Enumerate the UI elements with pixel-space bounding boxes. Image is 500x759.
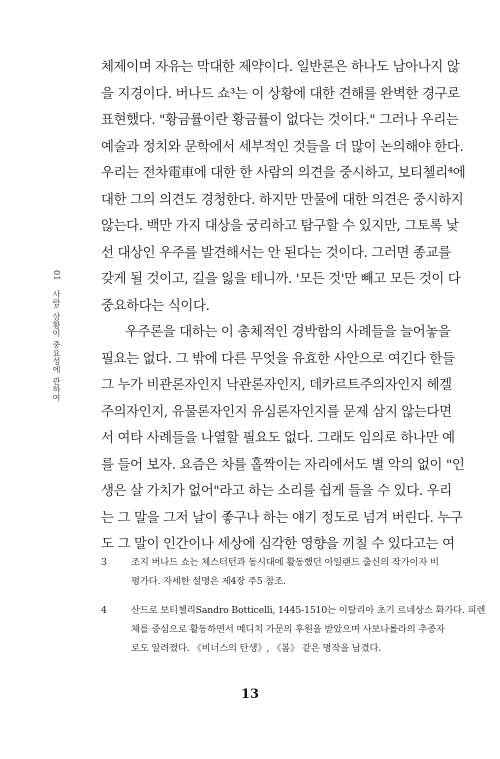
text-line: 표현했다. "황금률이란 황금률이 없다는 것이다." 그러나 우리는 <box>101 113 459 128</box>
footnote-line: 로도 알려졌다. 《비너스의 탄생》, 《봄》 같은 명작을 남겼다. <box>131 643 382 654</box>
text-line: 않는다. 백만 가지 대상을 궁리하고 탐구할 수 있지만, 그토록 낯 <box>101 219 459 234</box>
text-line: 서 여타 사례들을 나열할 필요도 없다. 그래도 임의로 하나만 예 <box>101 431 455 446</box>
text-line: 도 그 말이 인간이나 세상에 심각한 영향을 끼칠 수 있다고는 여 <box>101 537 455 552</box>
chapter-number: 01 <box>52 270 62 281</box>
text-line: 그 누가 비관론자인지 낙관론자인지, 데카르트주의자인지 헤겔 <box>101 378 452 393</box>
text-line: 중요하다는 식이다. <box>101 298 210 314</box>
chapter-title: 사람: 상황이 중요성에 관하여 <box>52 289 62 402</box>
text-line: 예술과 정치와 문학에서 세부적인 것들을 더 많이 논의해야 한다. <box>101 139 464 155</box>
footnote-line: 산드로 보티첼리Sandro Botticelli, 1445-1510는 이탈리아 초기 르네상스 화가다. 피렌 <box>131 605 486 616</box>
text-line: 를 들어 보자. 요즘은 차를 홀짝이는 자리에서도 별 악의 없이 "인 <box>101 457 465 473</box>
footnote-line: 조지 버나드 쇼는 체스터턴과 동시대에 활동했던 아일랜드 출신의 작가이자 비 <box>131 557 439 568</box>
text-line: 갖게 될 것이고, 길을 잃을 테니까. '모든 것'만 빼고 모든 것이 다 <box>101 272 461 287</box>
paragraph-start-line: 우주론을 대하는 이 총체적인 경박함의 사례들을 늘어놓을 <box>125 325 451 340</box>
text-line: 체제이며 자유는 막대한 제약이다. 일반론은 하나도 남아나지 않 <box>101 60 460 75</box>
text-line: 생은 살 가치가 없어"라고 하는 소리를 쉽게 들을 수 있다. 우리 <box>101 484 452 499</box>
footnote <box>101 553 461 591</box>
text-line: 을 지경이다. 버나드 쇼³는 이 상황에 대한 견해를 완벽한 경구로 <box>101 86 460 102</box>
text-line: 대한 그의 의견도 경청한다. 하지만 만물에 대한 의견은 중시하지 <box>101 192 464 208</box>
footnote <box>101 601 486 658</box>
page-number: 13 <box>240 687 260 702</box>
text-line: 주의자인지, 유물론자인지 유심론자인지를 문제 삼지 않는다면 <box>101 404 452 420</box>
text-line: 우리는 전차電車에 대한 한 사람의 의견을 중시하고, 보티첼리⁴에 <box>101 166 466 181</box>
footnotes <box>101 553 486 668</box>
body-text <box>101 55 466 559</box>
text-line: 는 그 말을 그저 날이 좋구나 하는 얘기 정도로 넘겨 버린다. 누구 <box>101 510 463 526</box>
footnote-line: 평가다. 자세한 설명은 제4장 주5 참조. <box>131 576 286 587</box>
footnote-number: 4 <box>101 605 107 616</box>
footnote-line: 체를 중심으로 활동하면서 메디치 가문의 후원을 받았으며 사보나롤라의 추종자 <box>131 624 445 635</box>
footnote-number: 3 <box>101 557 107 568</box>
text-line: 필요는 없다. 그 밖에 다른 무엇을 유효한 사안으로 여긴다 한들 <box>101 351 455 367</box>
running-header <box>49 270 63 480</box>
text-line: 선 대상인 우주를 발견해서는 안 된다는 것이다. 그러면 종교를 <box>101 245 451 261</box>
